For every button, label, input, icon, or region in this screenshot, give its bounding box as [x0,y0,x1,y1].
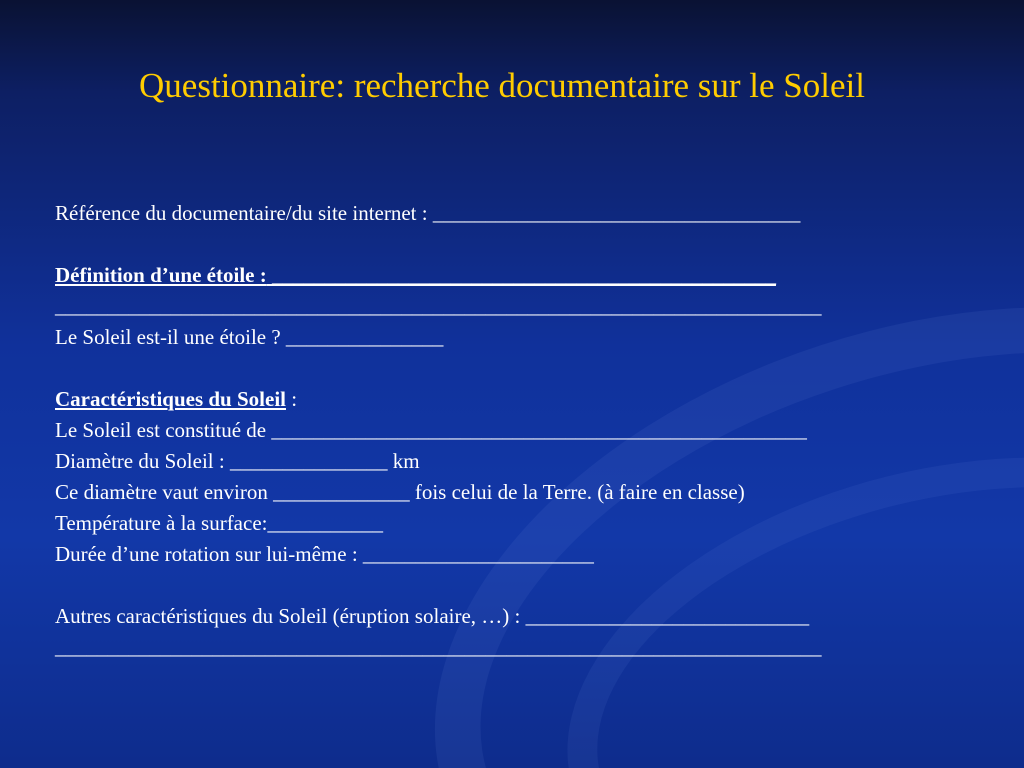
constitue-line: Le Soleil est constitué de ___________________________________________________ [55,418,807,442]
autres-blank-line: _________________________________________________________________________ [55,635,822,659]
caracteristiques-line [55,384,995,415]
slide-title: Questionnaire: recherche documentaire sur le Soleil [139,66,865,105]
autres-line: Autres caractéristiques du Soleil (éruption solaire, …) : ___________________________ [55,604,810,628]
caracteristiques-colon: : [286,387,298,411]
reference-line: Référence du documentaire/du site internet : ___________________________________ [55,201,801,225]
est-etoile-line: Le Soleil est-il une étoile ? _______________ [55,325,444,349]
definition-line [55,260,995,291]
definition-heading: Définition d’une étoile : [55,263,267,287]
blank-spacer [55,229,995,260]
diametre-terre-line: Ce diamètre vaut environ _____________ fois celui de la Terre. (à faire en classe) [55,480,745,504]
blank-spacer [55,570,995,601]
caracteristiques-heading: Caractéristiques du Soleil [55,387,286,411]
definition-blank: ________________________________________________ [266,263,776,287]
questionnaire-body [55,198,995,663]
blank-spacer [55,353,995,384]
diametre-line: Diamètre du Soleil : _______________ km [55,449,420,473]
temperature-line: Température à la surface:___________ [55,511,383,535]
definition-blank-line: _________________________________________________________________________ [55,294,822,318]
rotation-line: Durée d’une rotation sur lui-même : ______________________ [55,542,594,566]
